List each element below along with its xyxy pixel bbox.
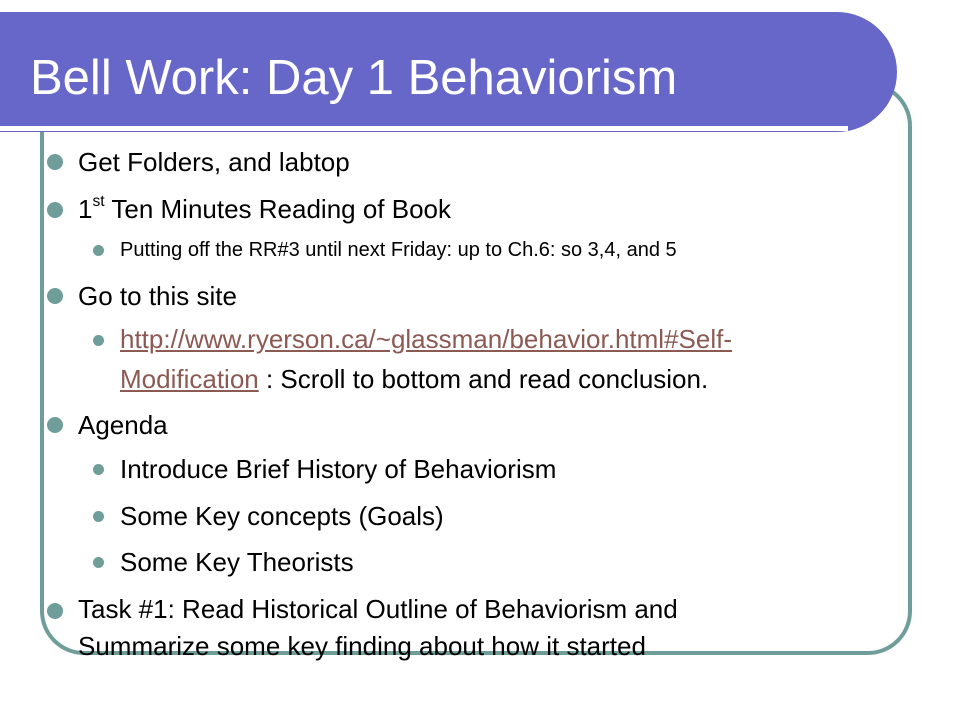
bullet-item-site: Go to this site: [78, 281, 237, 311]
site-link-part2[interactable]: Modification: [120, 364, 259, 394]
bullet-item-folders: Get Folders, and labtop: [78, 147, 350, 177]
bullet-item-reading: [78, 193, 452, 224]
bullet-dot: [47, 417, 63, 433]
site-instructions: : Scroll to bottom and read conclusion.: [258, 364, 709, 394]
bullet-dot: [47, 154, 63, 170]
site-link-part1[interactable]: http://www.ryerson.ca/~glassman/behavior.html#Self-: [120, 324, 733, 354]
bullet-item-reading-text: Ten Minutes Reading of Book: [104, 194, 452, 224]
sub-bullet-link-line2: [120, 366, 708, 392]
sub-bullet-link-line1: [120, 326, 732, 352]
bullet-dot: [47, 288, 63, 304]
sub-bullet-dot: [93, 335, 104, 346]
bullet-item-task-line2: Summarize some key finding about how it started: [78, 631, 646, 661]
sub-bullet-dot: [93, 511, 104, 522]
bullet-dot: [47, 202, 63, 218]
bullet-item-task-line1: Task #1: Read Historical Outline of Behaviorism and: [78, 594, 678, 624]
sub-bullet-dot: [93, 557, 104, 568]
bullet-dot: [47, 603, 63, 619]
agenda-item-history: Introduce Brief History of Behaviorism: [120, 454, 557, 484]
sub-bullet-rr3: Putting off the RR#3 until next Friday: up to Ch.6: so 3,4, and 5: [120, 239, 677, 261]
agenda-item-concepts: Some Key concepts (Goals): [120, 501, 444, 531]
sub-bullet-dot: [93, 245, 104, 256]
bullet-item-reading-number: 1: [78, 194, 93, 224]
bullet-item-reading-ordinal: st: [92, 193, 105, 210]
sub-bullet-dot: [93, 464, 104, 475]
slide-title: Bell Work: Day 1 Behaviorism: [30, 51, 678, 105]
agenda-item-theorists: Some Key Theorists: [120, 547, 354, 577]
bullet-item-agenda: Agenda: [78, 410, 168, 440]
